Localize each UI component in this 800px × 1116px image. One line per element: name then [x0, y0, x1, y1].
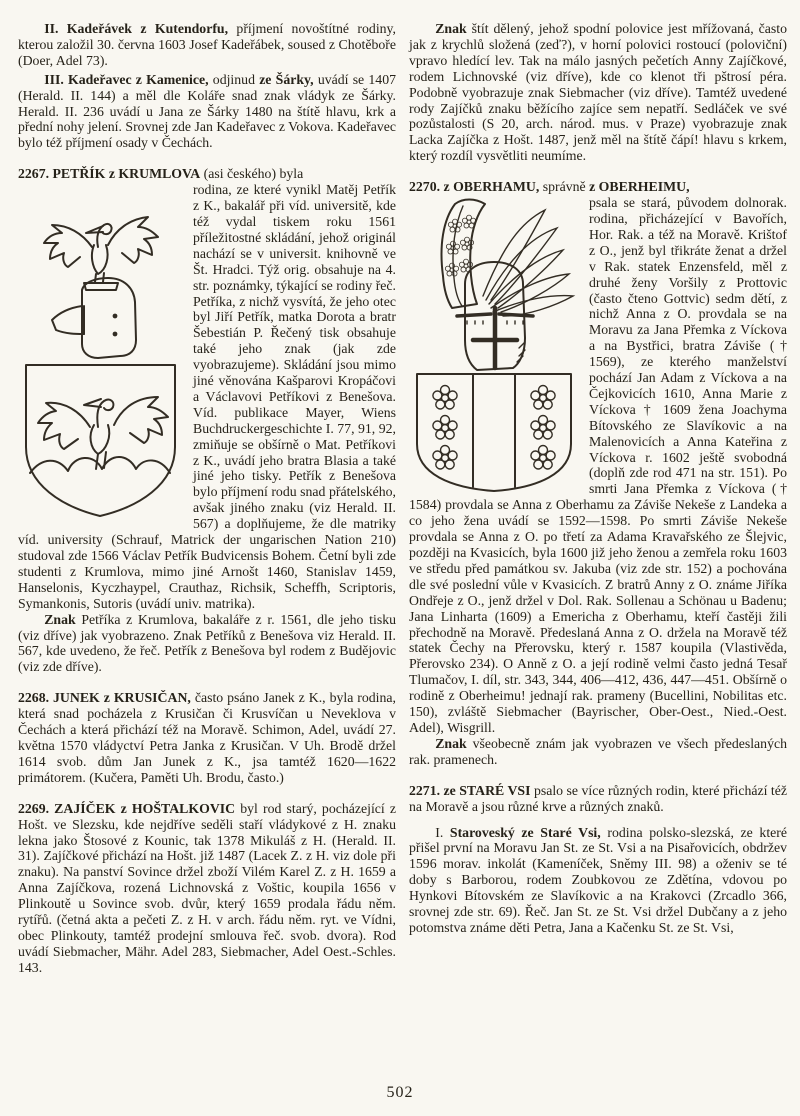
entry-heading: [409, 179, 787, 195]
body-text: často psáno Janek z K., byla rodina, která snad pocházela z Krusičan či Krusvíčan u Neveklova v Čechách a která přichází též na Moravě. Schimon, Adel, uvádí 27. května 1570 vládyctví Petra Janka z Krusičan. V Uh. Brodě držel 1614 svob. dům Jan Junek z K., jsa tamtéž 1620—1622 primátorem. (Kučera, Paměti Uh. Brodu, často.): [18, 690, 396, 785]
paragraph-kaderavec-z-kamenice: [18, 72, 396, 152]
entry-title: 2268. JUNEK z KRUSIČAN,: [18, 690, 191, 706]
entry-heading-mid: správně: [539, 179, 590, 195]
entry-title: 2271. ze STARÉ VSI: [409, 782, 531, 798]
item-numeral: II.: [44, 21, 59, 36]
paragraph-kaderavek-z-kutendorfu: [18, 21, 396, 69]
left-column: [18, 21, 396, 976]
znak-paragraph-petrik: [18, 612, 396, 676]
entry-title-alias: z OBERHEIMU,: [589, 179, 690, 195]
entry-title: 2269. ZAJÍČEK z HOŠTALKOVIC: [18, 800, 236, 816]
oberham-coat-of-arms-drawing: [409, 198, 579, 493]
znak-paragraph-oberham: [409, 736, 787, 768]
entry-2268-junek-z-krusican: [18, 690, 396, 785]
body-text: uvádí se 1407 (Herald. II. 144) a měl dle Koláře snad znak vládyk ze Šárky. Herald. II. 236 uvádí u Jana ze Šárky 1480 na štítě hlavu, krk a přední nohy jelení. Srovnej zde Jan Kadeřavec z Vokova. Kadeřavec bylo též příjmení osady v Čechách.: [18, 71, 396, 151]
entry-2271-ze-stare-vsi: [409, 783, 787, 815]
item-numeral: III.: [44, 71, 64, 87]
znak-label: Znak: [44, 611, 76, 627]
paragraph-starovesky: [409, 825, 787, 936]
entry-heading-rest: (asi českého) byla: [200, 166, 304, 182]
oberham-coat-of-arms: [409, 198, 579, 493]
entry-2270-z-oberhamu: [409, 179, 787, 768]
entry-body: psala se stará, původem dolnorak. rodina, přicházející v Bavořích, Hor. Rak. a též na Moravě. Krištof z O., jenž byl třikráte ženat a držel v Rak. statek Enzensfeld, měl z druhé ženy Voršily z Prottovic (často čteno Gottvic) sedm dětí, z nichž Anna z O. provdala se na Moravu za Jana Přemka z Víckova a na Bystřici, bratra Záviše († 1569), ze kterého manželství pochází Jan Adam z Víckova a na Čejkovicích 1610, Anna Marie z Víckova † 1609 žena Joachyma Bítovského ze Slavíkovic a na Malenovicích a Anna Kateřina z Víckova r. 1602 ještě svobodná (doplň zde rod 471 na str. 151). Po smrti Jana Přemka z Víckova († 1584) provdala se Anna z Oberhamu za Záviše Nekeše z Landeka a co jeho žena uvádí se 1592—1598. Po smrti Záviše Nekeše provdala se Anna z O. po třetí za Adama Kravařského ze Šlejvic, později na Kvasicích, byla 1600 již jeho ženou a zemřela roku 1603 ve středu před památkou sv. Jakuba (viz zde str. 152) a pochována dle své poslední vůle v Kvasicích. Z bratrů Anny z O. známe Jiříka Ondřeje z O., jenž držel v Dol. Rak. Sollenau a Schönau u Badenu; Jana Linharta (1609) a Emericha z Oberhamu, kteří častěji žili přechodně na Moravě. Předeslaná Anna z O. držela na Moravě též statek Čechy na Přerovsku, který r. 1587 koupila (Vlastivěda, Přerovsko 234). O Anně z O. a její rodině velmi často jedná Tesař Tlumačov, I. díl, str. 343, 344, 406—412, 436, 447—451. Obšírně o rodině z Oberheimu! jednají rak. prameny (Bucellini, Nobilitas etc. 150), zvláště Siebmacher (Bayrischer, Ober-Oest., Nied.-Oest. Adel), Wisgrill.: [409, 195, 787, 735]
body-text: štít dělený, jehož spodní polovice jest mřížovaná, často jak z krychlů složená (zeď?), v horní polovici rostoucí (poloviční) vpravo hledící lev. Tak na málo jasných pečetích Anny Zajíčkové, rodem Lichnovské (viz dříve), kde co klenot tři pštrosí péra. Podobně vyobrazuje znak Siebmacher (viz dříve). Tamtéž uvedené rody Zajíčků znaku běžícího zajíce sem nepatří. Sedláček ve své pozůstalosti (S 20, arch. národ. mus. v Praze) vyobrazuje znak Lacka Zajíčka z Hošt. 1487, jenž měl na štítě čápí! hlavu s krkem, který rozdíl vysvětliti neumíme.: [409, 21, 787, 164]
entry-2267-petrik-z-krumlova: [18, 166, 396, 675]
body-text: rodina polsko-slezská, ze které přišel první na Moravu Jan St. ze St. Vsi a na Pisařovicích, obdržev 1596 morav. inkolát (Kameníček, Sněmy III. 98) a oženiv se té doby s Barborou, rodem Zoubkovou ze Zdětína, vdovou po Hynkovi Bítovském ze Slavíkovic a na Krakovci (Zrcadlo 366, srovnej zde str. 69). Řeč. Jan St. ze St. Vsi držel Dubčany a z jeho potomstva známe děti Petra, Jana a Kačenku St. ze St. Vsi,: [409, 824, 787, 935]
znak-label: Znak: [435, 735, 467, 751]
body-text: Petříka z Krumlova, bakaláře z r. 1561, dle jeho tisku (viz dříve) jak vyobrazeno. Znak Petříků z Benešova viz Herald. II. 567, kde uvedeno, že řeč. Petřík z Benešova byl rodem z Budějovic (viz zde dříve).: [18, 611, 396, 675]
family-name: Staroveský ze Staré Vsi,: [443, 824, 601, 840]
right-column: [409, 21, 787, 976]
entry-body: rodina, ze které vynikl Matěj Petřík z K., bakalář při víd. universitě, kde též vydal tiskem roku 1561 příležitostné skládání, jehož originál nachází se v universit. knihovně ve Št. Hradci. Týž orig. obsahuje na 4. str. poznámky, týkající se rodiny řeč. Petříka, z nichž vysvítá, že jeho otec byl Jiří Petřík, matka Dorota a bratr Šebestián P. Řečený tisk obsahuje také jeho znak (jak zde vyobrazujeme). Skládání jsou mimo jiné věnována Kašparovi Kropáčovi a Václavovi Petříkovi z Benešova. Víd. publikace Mayer, Wiens Buchdruckergeschichte I. 77, 91, 92, zmiňuje se obšírně o Mat. Petříkovi z K., uvádí jeho bratra Blasia a také jiné jeho tisky. Petřík z Benešova bylo příjmení rodu snad přátelského, avšak jiného znaku (viz Herald. II. 567) a doplňujeme, že dle matriky víd. university (Schrauf, Matrick der ungarischen Nation 210) studoval zde 1566 Václav Petřík Budvicensis Bohem. Četní byli zde studenti z Krumlova, mimo jiné Arnošt 1460, Stanislav 1459, Hanselonis, Kyczhaypel, Crauthaz, Richsik, Scheffh, Scriptoris, Symankonis, Sutoris (uvádí univ. matrika).: [18, 182, 396, 611]
entry-body: [409, 783, 787, 815]
body-text: odjinud: [208, 71, 260, 87]
entry-2269-zajicek-z-hostalkovic: [18, 801, 396, 976]
entry-body: [18, 690, 396, 785]
entry-heading: [18, 166, 396, 182]
family-name-alias: ze Šárky,: [259, 71, 314, 87]
family-name: Kadeřávek z Kutendorfu,: [58, 21, 229, 36]
znak-paragraph-zajicku: [409, 21, 787, 164]
text-columns: [18, 21, 788, 976]
entry-title: 2267. PETŘÍK z KRUMLOVA: [18, 166, 201, 182]
entry-title: 2270. z OBERHAMU,: [409, 179, 540, 195]
body-text: byl rod starý, pocházející z Hošt. ve Slezsku, kde nejdříve seděli staří vládykové z H. znaku lekna jako Štosové z Kounic, tak 1378 Mikuláš z H. (Herald. II. 31). Zajíčkové přichází na Hošt. již 1487 (Lacek Z. z H. viz dole při znaku). Na panství Sovince držel zboží Vilém Karel Z. z H. 1659 a Anna Zajíčkova, rozená Lichnovská z Voštic, koupila 1656 v Plinkoutě u Sovince svob. dvůr, který 1659 prodala řádu něm. rytířů. (četná akta a pečeti Z. z H. v arch. řádu něm. ryt. ve Vídni, obec Plinkouty, tamtéž prodejní smlouva řeč. svob. dvora). Rod uvádí Siebmacher, Mähr. Adel 283, Siebmacher, Adel Oest.-Schles. 143.: [18, 800, 396, 975]
family-name: Kadeřavec z Kamenice,: [63, 71, 209, 87]
petrik-coat-of-arms: [18, 185, 183, 519]
petrik-coat-of-arms-drawing: [18, 185, 183, 519]
body-text: všeobecně znám jak vyobrazen ve všech předeslaných rak. pramenech.: [409, 735, 787, 767]
item-numeral: I.: [435, 824, 444, 840]
body-text: psalo se více různých rodin, které přichází též na Moravě a jsou různé krve a různých znaků.: [409, 782, 787, 814]
znak-label: Znak: [435, 21, 467, 36]
body-text: příjmení novoštítné rodiny, kterou založil 30. června 1603 Josef Kadeřábek, soused z Chotěboře (Doer, Adel 73).: [18, 21, 396, 68]
entry-body: [18, 801, 396, 976]
page-number: 502: [386, 1084, 414, 1101]
